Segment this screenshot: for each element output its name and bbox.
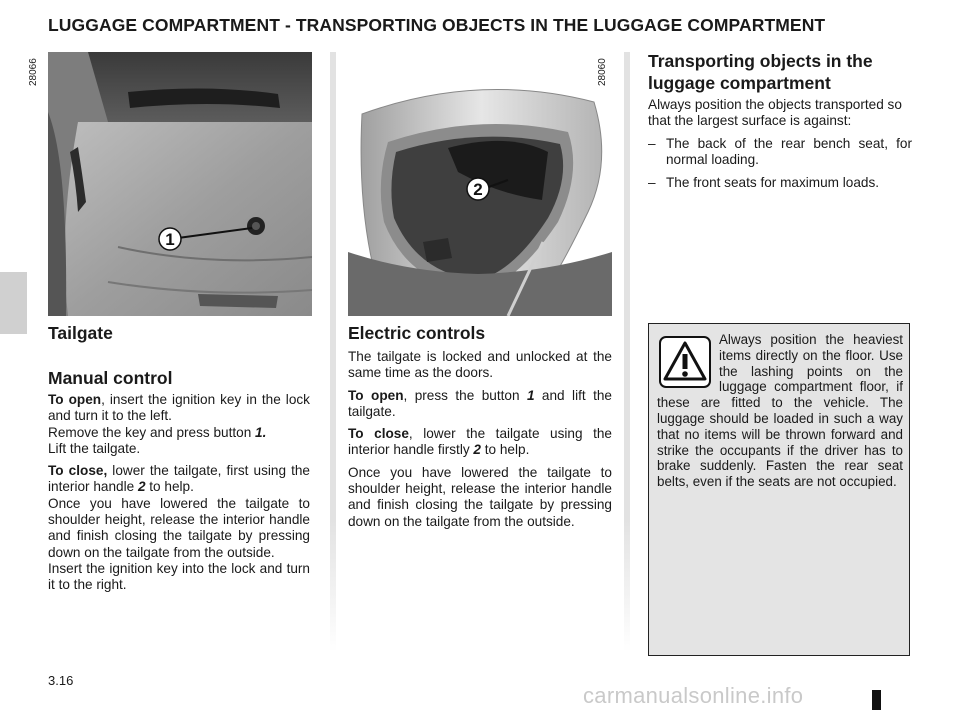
figure-code: 28066 [28, 58, 39, 86]
callout-1: 1 [165, 230, 175, 249]
subheading-manual-control: Manual control [48, 368, 173, 388]
warning-triangle-icon [659, 336, 711, 388]
callout-2: 2 [473, 180, 483, 199]
page-title: LUGGAGE COMPARTMENT - TRANSPORTING OBJECTS IN THE LUGGAGE COMPARTMENT [48, 15, 826, 35]
tailgate-interior-photo [348, 52, 612, 316]
bookmark-marker [872, 690, 881, 710]
manual-control-text: To open, insert the ignition key in the lock and turn it to the left. Remove the key and press button 1. Lift the tailgate. To close, lower the tailgate, first using the interior handle 2 to help. Once you have lowered the tailgate to shoulder height, release the interior handle and finish closing the tailgate by pressing down on the tailgate from the outside. Insert the ignition key into the lock and turn it to the right. [48, 392, 310, 593]
tailgate-lock-photo [48, 52, 312, 316]
column-separator [624, 52, 630, 652]
section-heading-tailgate: Tailgate [48, 323, 113, 343]
list-item: – The front seats for maximum loads. [648, 175, 880, 191]
warning-box [648, 323, 910, 656]
section-tab [0, 272, 27, 334]
section-heading-electric-controls: Electric controls [348, 323, 486, 343]
list-item: – The back of the rear bench seat, for normal loading. [648, 135, 912, 167]
warning-text: Always position the heaviest items directly on the floor. Use the lashing points on the luggage compartment floor, if these are fitted to the vehicle. The luggage should be loaded in such a way that no items will be thrown forward and strike the occupants if the driver has to brake suddenly. Fasten the rear seat belts, even if the seats are not occupied. [657, 332, 903, 490]
column-separator [330, 52, 336, 652]
section-heading-transporting: Transporting objects in the luggage compartment [648, 51, 873, 93]
page-number: 3.16 [48, 673, 74, 688]
figure-code: 28060 [597, 58, 608, 86]
transporting-text: Always position the objects transported so that the largest surface is against: – The back of the rear bench seat, for normal loading. – The front seats for maximum loads. [648, 97, 912, 191]
watermark: carmanualsonline.info [583, 683, 804, 708]
electric-controls-text: The tailgate is locked and unlocked at the same time as the doors. To open, press the button 1 and lift the tailgate. To close, lower the tailgate using the interior handle firstly 2 to help. Once you have lowered the tailgate to shoulder height, release the interior handle and finish closing the tailgate by pressing down on the tailgate from the outside. [348, 349, 612, 529]
